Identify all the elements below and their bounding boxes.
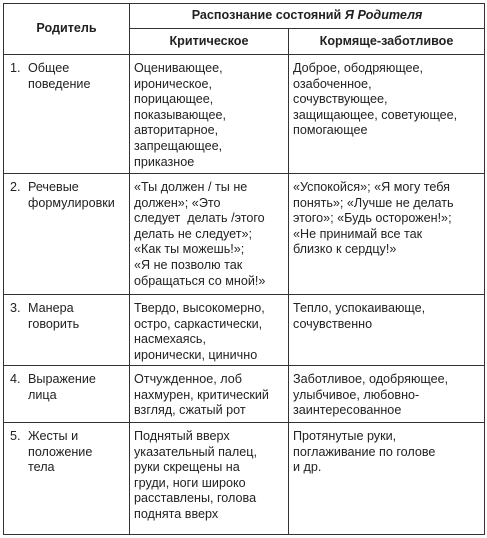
row-number: 1. bbox=[10, 61, 21, 75]
cell-line: Отчужденное, лоб bbox=[134, 372, 242, 386]
cell-line: иронически, цинично bbox=[134, 347, 258, 362]
table-row bbox=[4, 174, 485, 295]
cell-line: нахмурен, критический bbox=[134, 387, 269, 402]
cell-line: «Как ты можешь!»; bbox=[134, 242, 245, 257]
row-number: 4. bbox=[10, 372, 21, 386]
nurturing-cell bbox=[289, 174, 485, 295]
row-label-line: тела bbox=[28, 460, 55, 475]
cell-line: расставлены, голова bbox=[134, 491, 257, 506]
cell-line: защищающее, советующее, bbox=[293, 107, 458, 122]
table-row bbox=[4, 55, 485, 174]
cell-line: следует делать /этого bbox=[134, 211, 265, 226]
row-label-cell bbox=[4, 423, 130, 535]
cell-line: обращаться со мной!» bbox=[134, 273, 266, 288]
cell-line: остро, саркастически, bbox=[134, 316, 263, 331]
cell-line: «Успокойся»; «Я могу тебя bbox=[293, 180, 450, 194]
row-label-line: поведение bbox=[28, 76, 91, 91]
row-label-line: говорить bbox=[28, 316, 80, 331]
cell-line: поднята вверх bbox=[134, 506, 219, 521]
cell-line: сочувственно bbox=[293, 316, 373, 331]
cell-line: насмехаясь, bbox=[134, 332, 206, 347]
header-critical: Критическое bbox=[130, 29, 289, 55]
nurturing-cell bbox=[289, 423, 485, 535]
row-number: 5. bbox=[10, 429, 21, 443]
cell-line: поглаживание по голове bbox=[293, 444, 436, 459]
critical-cell bbox=[130, 55, 289, 174]
cell-line: Твердо, высокомерно, bbox=[134, 301, 265, 315]
cell-line: Доброе, ободряющее, bbox=[293, 61, 424, 75]
cell-line: «Я не позволю так bbox=[134, 257, 243, 272]
nurturing-cell bbox=[289, 55, 485, 174]
cell-line: Протянутые руки, bbox=[293, 429, 397, 443]
table-row bbox=[4, 366, 485, 423]
cell-line: взгляд, сжатый рот bbox=[134, 403, 246, 418]
table-row bbox=[4, 295, 485, 366]
row-label-line: лица bbox=[28, 387, 57, 402]
row-label-line: Жесты и bbox=[28, 429, 79, 443]
header-group: Распознание состояний Я Родителя bbox=[130, 4, 485, 29]
critical-cell bbox=[130, 174, 289, 295]
row-label-cell bbox=[4, 366, 130, 423]
nurturing-cell bbox=[289, 366, 485, 423]
cell-line: должен»; «Это bbox=[134, 195, 221, 210]
cell-line: запрещающее, bbox=[134, 138, 223, 153]
cell-line: помогающее bbox=[293, 123, 368, 138]
cell-line: авторитарное, bbox=[134, 123, 219, 138]
critical-cell bbox=[130, 423, 289, 535]
header-nurturing: Кормяще-заботливое bbox=[289, 29, 485, 55]
row-number: 2. bbox=[10, 180, 21, 194]
cell-line: Заботливое, одобряющее, bbox=[293, 372, 449, 386]
cell-line: Оценивающее, bbox=[134, 61, 223, 75]
cell-line: руки скрещены на bbox=[134, 460, 240, 475]
cell-line: порицающее, bbox=[134, 92, 214, 107]
cell-line: улыбчивое, любовно- bbox=[293, 387, 420, 402]
cell-line: указательный палец, bbox=[134, 444, 257, 459]
cell-line: Тепло, успокаивающе, bbox=[293, 301, 426, 315]
row-label-line: положение bbox=[28, 444, 93, 459]
cell-line: «Ты должен / ты не bbox=[134, 180, 248, 194]
cell-line: груди, ноги широко bbox=[134, 475, 246, 490]
cell-line: делать не следует»; bbox=[134, 226, 253, 241]
cell-line: понять»; «Лучше не делать bbox=[293, 195, 454, 210]
cell-line: «Не принимай все так bbox=[293, 226, 423, 241]
cell-line: ироническое, bbox=[134, 76, 213, 91]
cell-line: близко к сердцу!» bbox=[293, 242, 397, 257]
cell-line: Поднятый вверх bbox=[134, 429, 230, 443]
row-label-line: формулировки bbox=[28, 195, 115, 210]
nurturing-cell bbox=[289, 295, 485, 366]
critical-cell bbox=[130, 295, 289, 366]
header-parent: Родитель bbox=[4, 4, 130, 55]
cell-line: и др. bbox=[293, 460, 322, 475]
row-label-cell bbox=[4, 295, 130, 366]
row-number: 3. bbox=[10, 301, 21, 315]
critical-cell bbox=[130, 366, 289, 423]
row-label-line: Речевые bbox=[28, 180, 79, 194]
table-row bbox=[4, 423, 485, 535]
cell-line: приказное bbox=[134, 154, 195, 169]
cell-line: показывающее, bbox=[134, 107, 227, 122]
cell-line: заинтересованное bbox=[293, 403, 402, 418]
row-label-line: Манера bbox=[28, 301, 74, 315]
row-label-cell bbox=[4, 55, 130, 174]
cell-line: сочувствующее, bbox=[293, 92, 388, 107]
row-label-line: Выражение bbox=[28, 372, 96, 386]
row-label-cell bbox=[4, 174, 130, 295]
row-label-line: Общее bbox=[28, 61, 70, 75]
parent-state-table bbox=[3, 3, 485, 535]
cell-line: этого»; «Будь осторожен!»; bbox=[293, 211, 452, 226]
cell-line: озабоченное, bbox=[293, 76, 372, 91]
